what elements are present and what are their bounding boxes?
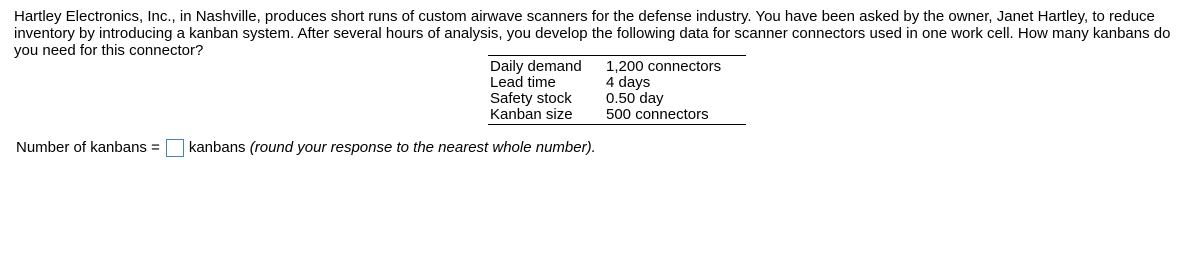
- row-value: 4 days: [606, 74, 651, 91]
- data-table: [488, 55, 746, 125]
- row-label: Lead time: [490, 74, 556, 91]
- row-label: Daily demand: [490, 58, 582, 75]
- answer-suffix: kanbans: [188, 139, 246, 156]
- answer-row: [16, 138, 596, 158]
- table-row: [488, 75, 746, 91]
- table-row: [488, 107, 746, 125]
- row-value: 0.50 day: [606, 90, 664, 107]
- table-row: [488, 56, 746, 76]
- kanbans-answer-input[interactable]: [166, 139, 184, 157]
- row-value: 1,200 connectors: [606, 58, 722, 75]
- answer-instruction: (round your response to the nearest whole number).: [249, 139, 596, 156]
- row-label: Safety stock: [490, 90, 572, 107]
- question-text: Hartley Electronics, Inc., in Nashville, produces short runs of custom airwave scanners for the defense industry. You have been asked by the owner, Janet Hartley, to reduce inventory by introducing a kanban system. After several hours of analysis, you develop the following data for scanner connectors used in one work cell. How many kanbans do you need for this connector?: [14, 8, 1171, 59]
- table-row: [488, 91, 746, 107]
- row-value: 500 connectors: [606, 106, 709, 123]
- row-label: Kanban size: [490, 106, 573, 123]
- answer-label: Number of kanbans =: [16, 139, 160, 156]
